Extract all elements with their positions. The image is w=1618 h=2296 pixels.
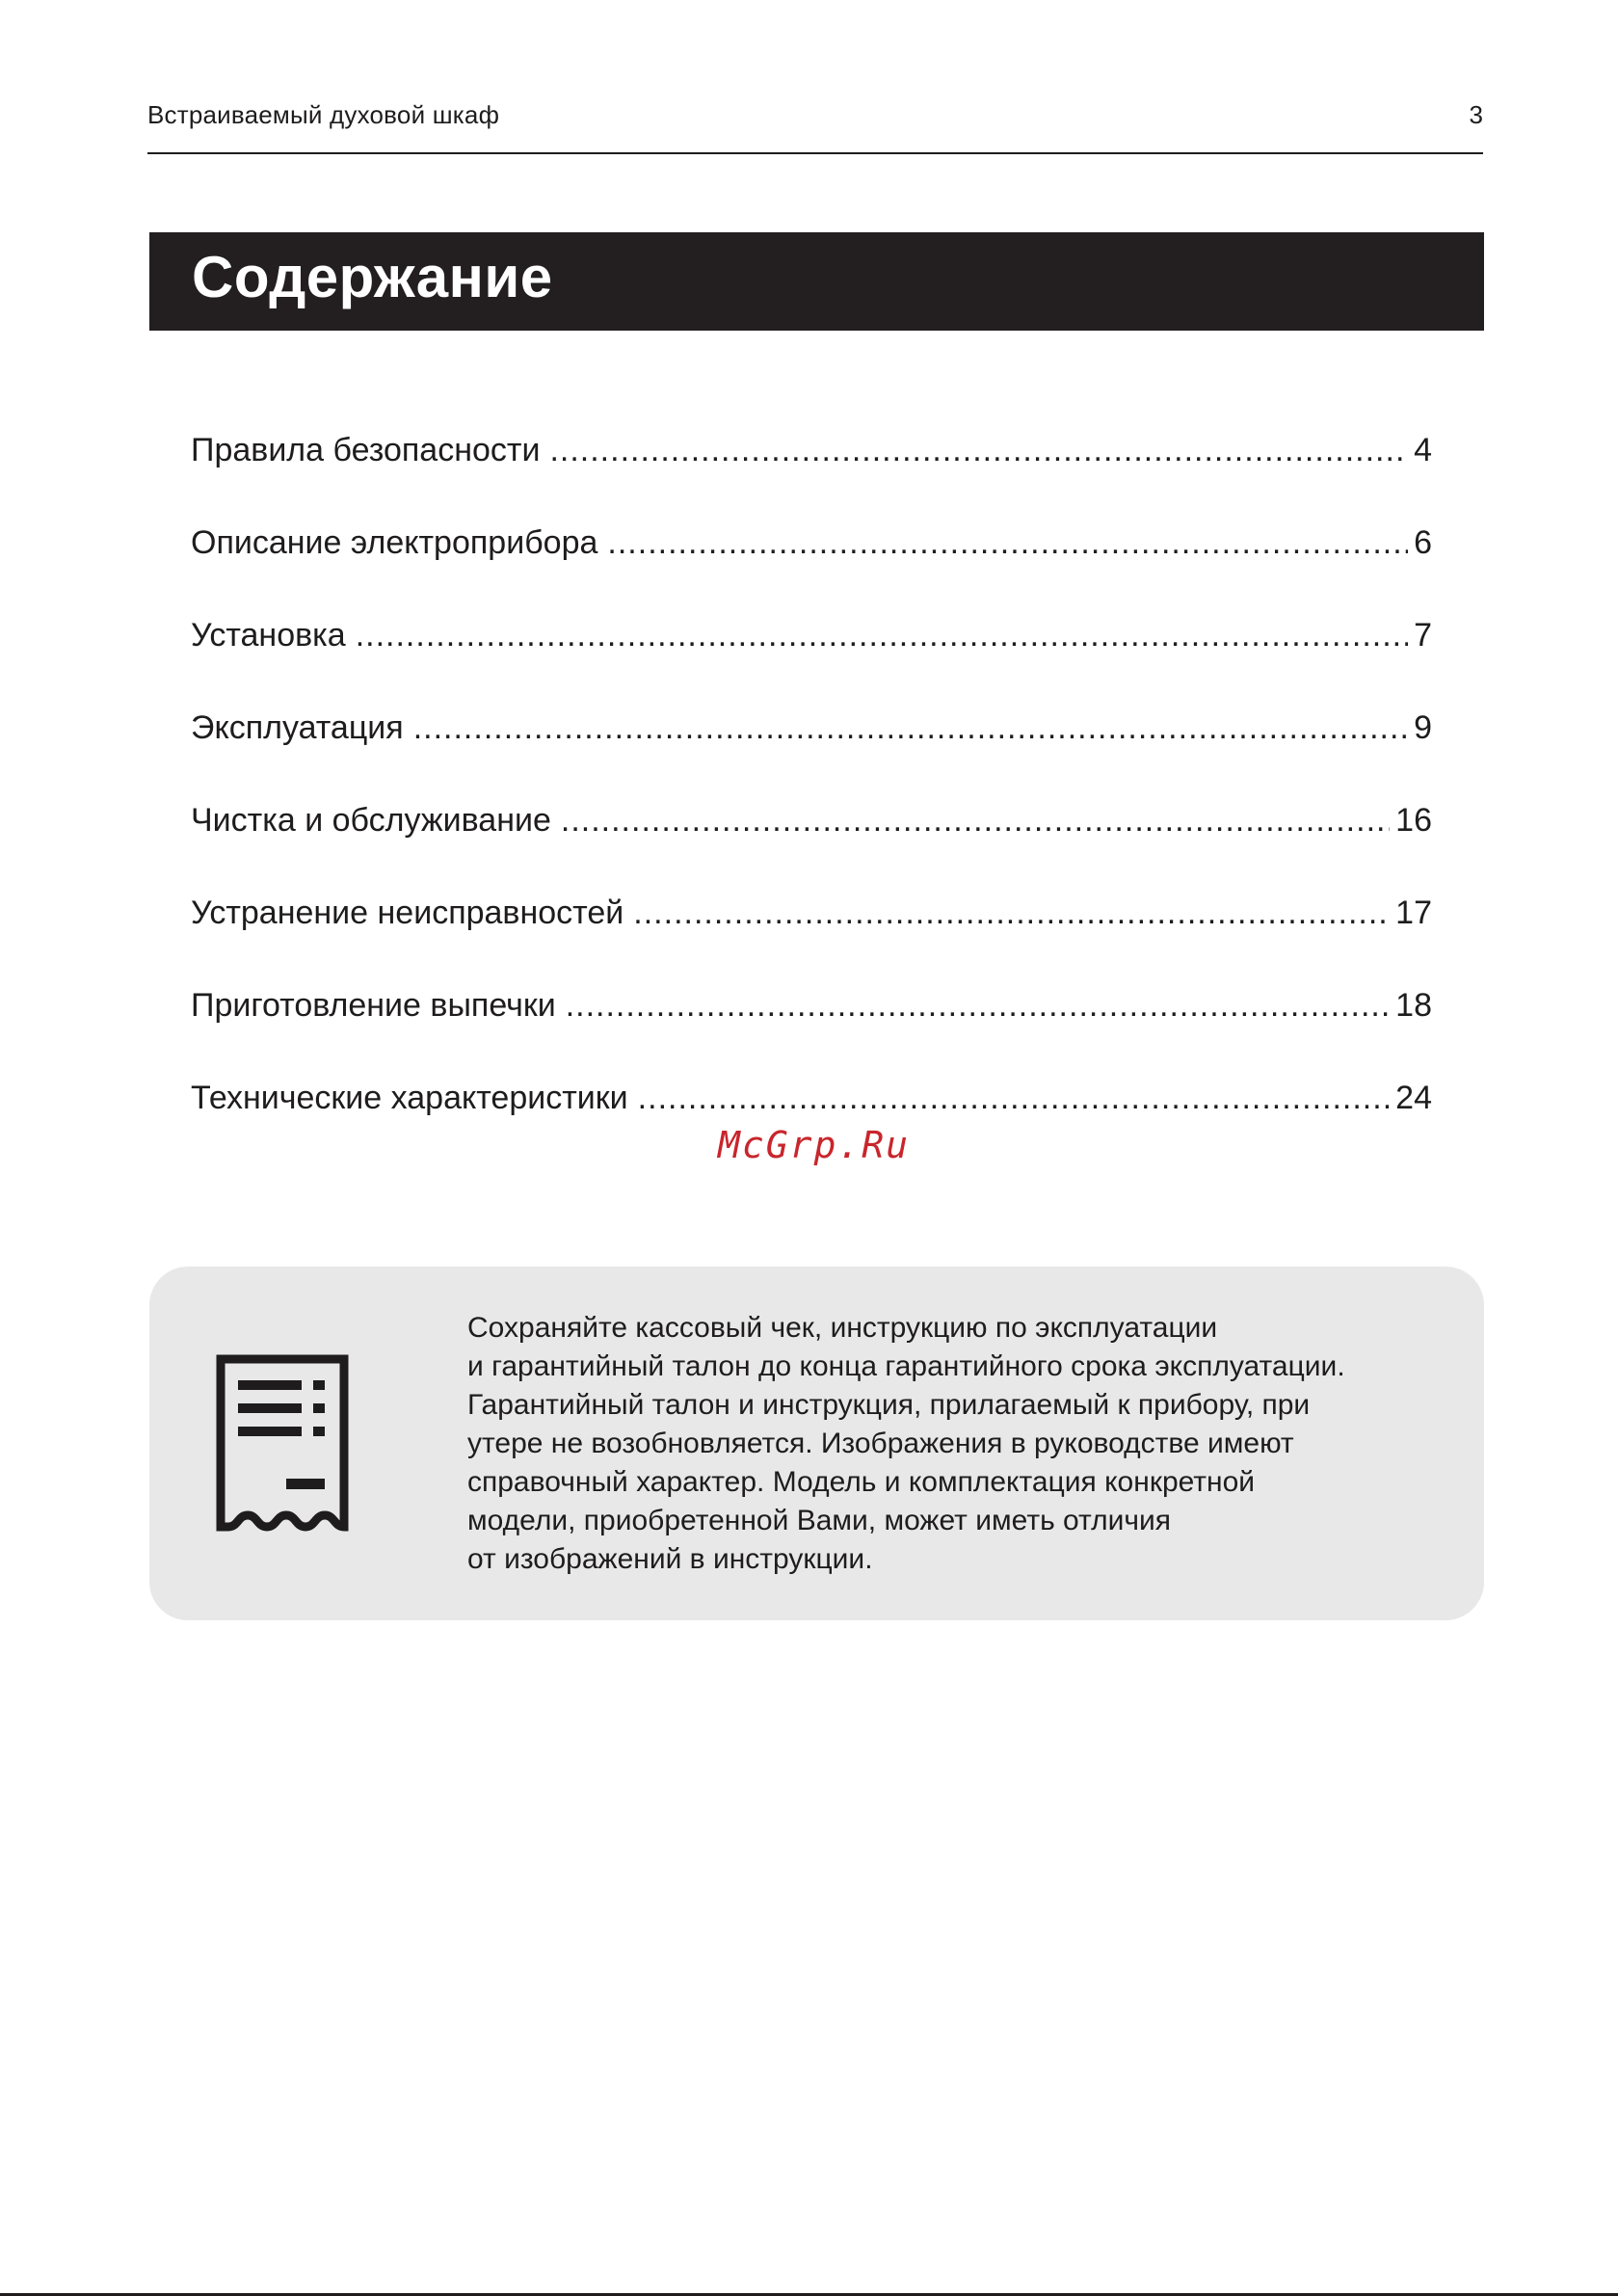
toc-dot-leader [607, 524, 1408, 562]
toc-dot-leader [413, 709, 1408, 747]
notice-panel [149, 1267, 1484, 1620]
toc-entry[interactable] [191, 617, 1432, 709]
toc-dot-leader [561, 802, 1390, 840]
toc-entry-label: Эксплуатация [191, 709, 404, 746]
toc-entry-page: 17 [1395, 894, 1432, 931]
toc-entry-page: 16 [1395, 802, 1432, 839]
toc-entry-page: 9 [1414, 709, 1432, 746]
toc-dot-leader [549, 432, 1408, 469]
toc-dot-leader [638, 1080, 1391, 1117]
toc-entry-page: 6 [1414, 524, 1432, 561]
toc-dot-leader [633, 894, 1390, 932]
notice-line: и гарантийный талон до конца гарантийного срока эксплуатации. [467, 1350, 1345, 1382]
page-title: Содержание [192, 245, 553, 309]
toc-entry[interactable] [191, 432, 1432, 524]
notice-line: от изображений в инструкции. [467, 1543, 873, 1575]
notice-line: утере не возобновляется. Изображения в руководстве имеют [467, 1428, 1294, 1459]
toc-entry-label: Чистка и обслуживание [191, 802, 551, 839]
table-of-contents [191, 432, 1432, 1172]
toc-entry[interactable] [191, 802, 1432, 894]
toc-entry-label: Устранение неисправностей [191, 894, 624, 931]
page-number: 3 [1469, 100, 1483, 129]
notice-line: справочный характер. Модель и комплектация конкретной [467, 1466, 1256, 1498]
notice-line: Сохраняйте кассовый чек, инструкцию по эксплуатации [467, 1312, 1218, 1344]
toc-entry-page: 7 [1414, 617, 1432, 654]
notice-text [467, 1309, 1441, 1579]
title-bar [149, 232, 1484, 331]
toc-entry[interactable] [191, 524, 1432, 617]
running-header [147, 96, 1483, 154]
toc-entry-label: Описание электроприбора [191, 524, 598, 561]
watermark: McGrp.Ru [718, 1124, 911, 1166]
toc-entry[interactable] [191, 987, 1432, 1080]
toc-dot-leader [356, 617, 1408, 654]
toc-entry-label: Установка [191, 617, 346, 654]
toc-entry[interactable] [191, 894, 1432, 987]
notice-line: модели, приобретенной Вами, может иметь отличия [467, 1505, 1172, 1536]
toc-entry-page: 18 [1395, 987, 1432, 1024]
toc-dot-leader [566, 987, 1390, 1025]
toc-entry-label: Технические характеристики [191, 1080, 628, 1116]
running-title: Встраиваемый духовой шкаф [147, 100, 500, 129]
toc-entry-page: 4 [1414, 432, 1432, 468]
toc-entry-page: 24 [1395, 1080, 1432, 1116]
receipt-icon [215, 1353, 350, 1536]
notice-line: Гарантийный талон и инструкция, прилагаемый к прибору, при [467, 1389, 1311, 1421]
toc-entry-label: Приготовление выпечки [191, 987, 556, 1024]
toc-entry[interactable] [191, 709, 1432, 802]
toc-entry-label: Правила безопасности [191, 432, 541, 468]
